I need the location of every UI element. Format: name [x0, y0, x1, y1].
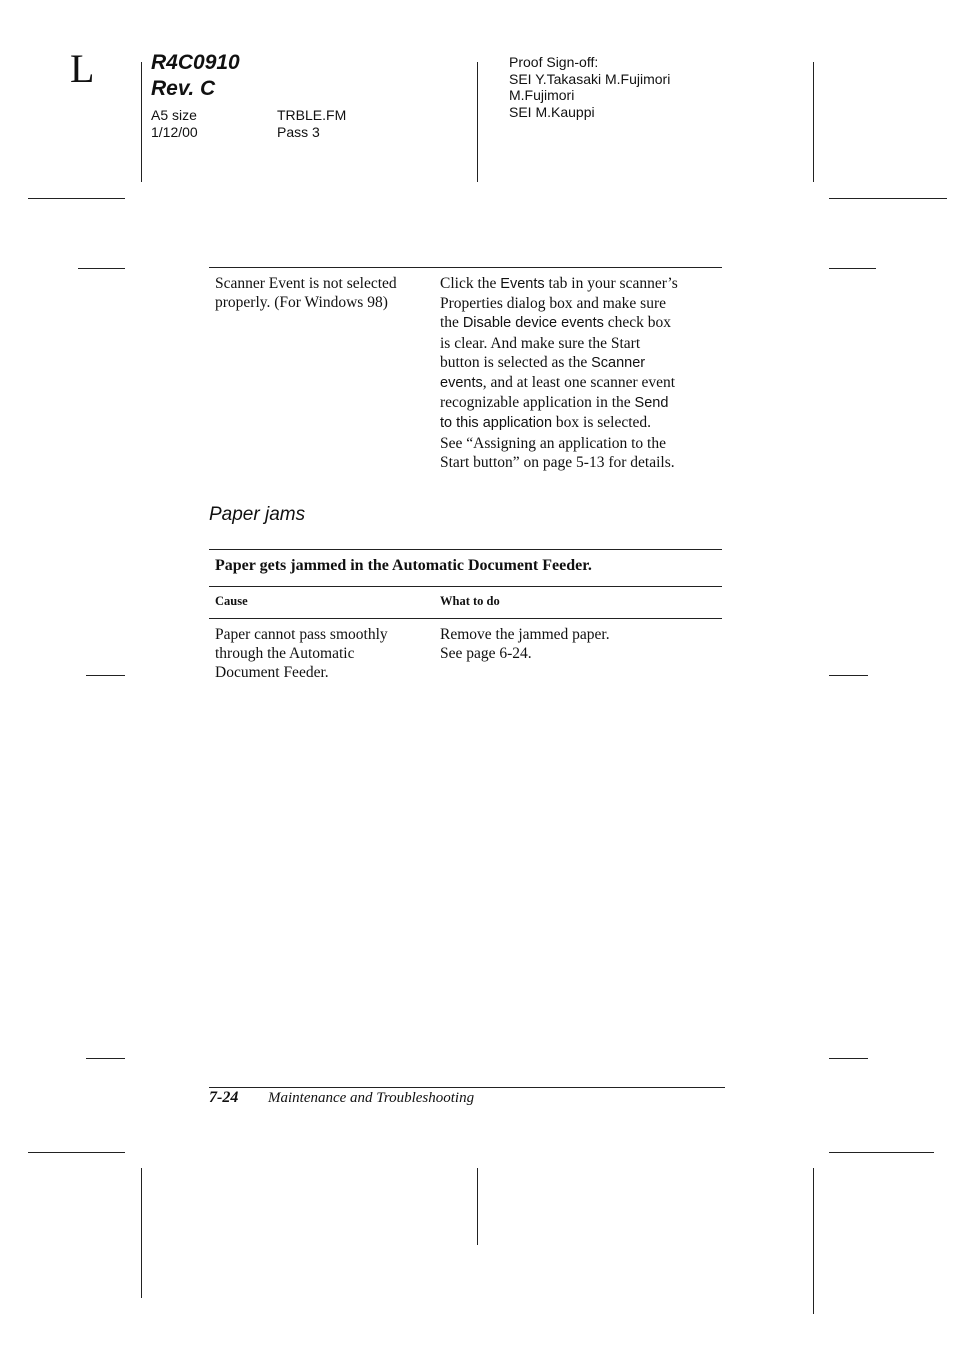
- remedy-line: is clear. And make sure the Start: [440, 334, 641, 352]
- scanner-events-ref: events: [440, 375, 483, 392]
- remedy-cell: [440, 274, 725, 472]
- section-title: Paper jams: [209, 504, 306, 525]
- crop-mark: [28, 198, 125, 199]
- pass-number: Pass 3: [277, 123, 320, 140]
- size-date: [151, 107, 198, 140]
- table-rule-top: [209, 267, 722, 268]
- table-rule: [209, 586, 722, 587]
- chapter-title: Maintenance and Troubleshooting: [268, 1090, 475, 1106]
- crop-mark: [141, 1168, 142, 1298]
- crop-mark: [78, 268, 125, 269]
- revision-label: Rev. C: [151, 77, 216, 100]
- crop-mark: [829, 1058, 868, 1059]
- header-divider-center: [477, 62, 478, 182]
- cause-line: Scanner Event is not selected: [215, 275, 397, 292]
- cause-cell: [215, 625, 430, 683]
- proof-line: Proof Sign-off:: [509, 54, 599, 70]
- crop-mark: [813, 1168, 814, 1314]
- remedy-line: Start button” on page 5-13 for details.: [440, 453, 675, 471]
- crop-mark: [86, 675, 125, 676]
- column-header-cause: Cause: [215, 594, 248, 608]
- remedy-line: See “Assigning an application to the: [440, 434, 666, 452]
- remedy-line: to this application box is selected.: [440, 414, 652, 432]
- corner-letter: L: [70, 46, 95, 91]
- cause-line: through the Automatic: [215, 645, 355, 663]
- column-header-what-to-do: What to do: [440, 594, 500, 608]
- remedy-line: Properties dialog box and make sure: [440, 295, 666, 313]
- remedy-cell: [440, 625, 720, 663]
- send-to-app-ref: to this application: [440, 415, 553, 432]
- remedy-line: events, and at least one scanner event: [440, 374, 676, 392]
- crop-mark: [829, 675, 868, 676]
- proof-signoff: [509, 54, 670, 120]
- footer-rule: [209, 1087, 725, 1088]
- file-pass: [277, 107, 346, 140]
- model-code: R4C0910: [151, 51, 240, 74]
- proof-line: SEI Y.Takasaki M.Fujimori: [509, 70, 671, 87]
- crop-mark: [477, 1168, 478, 1245]
- remedy-line: See page 6-24.: [440, 645, 532, 663]
- remedy-line: button is selected as the Scanner: [440, 353, 646, 371]
- crop-mark: [86, 1058, 125, 1059]
- cause-line: Paper cannot pass smoothly: [215, 626, 388, 643]
- file-name: TRBLE.FM: [277, 107, 347, 123]
- model-revision: [151, 50, 240, 102]
- remedy-line: Remove the jammed paper.: [440, 626, 610, 643]
- remedy-line: Click the Events tab in your scanner’s: [440, 275, 678, 292]
- table-rule: [209, 618, 722, 619]
- events-tab-ref: Events: [500, 276, 545, 292]
- remedy-line: the Disable device events check box: [440, 314, 672, 332]
- crop-mark: [829, 1152, 934, 1153]
- cause-line: Document Feeder.: [215, 664, 329, 682]
- header-divider-left: [141, 62, 142, 182]
- proof-line: M.Fujimori: [509, 87, 575, 103]
- page-size: A5 size: [151, 107, 197, 123]
- crop-mark: [28, 1152, 125, 1153]
- send-to-app-ref: Send: [634, 395, 669, 412]
- cause-cell: [215, 274, 430, 312]
- proof-line: SEI M.Kauppi: [509, 103, 595, 120]
- disable-device-events-ref: Disable device events: [462, 315, 604, 332]
- page-number: 7-24: [209, 1089, 239, 1106]
- print-date: 1/12/00: [151, 123, 198, 140]
- scanner-events-ref: Scanner: [591, 354, 646, 371]
- table-rule-top: [209, 549, 722, 550]
- header-divider-right: [813, 62, 814, 182]
- cause-line: properly. (For Windows 98): [215, 294, 388, 312]
- remedy-line: recognizable application in the Send: [440, 394, 669, 412]
- table-title: Paper gets jammed in the Automatic Document Feeder.: [215, 557, 592, 574]
- crop-mark: [829, 268, 876, 269]
- crop-mark: [829, 198, 947, 199]
